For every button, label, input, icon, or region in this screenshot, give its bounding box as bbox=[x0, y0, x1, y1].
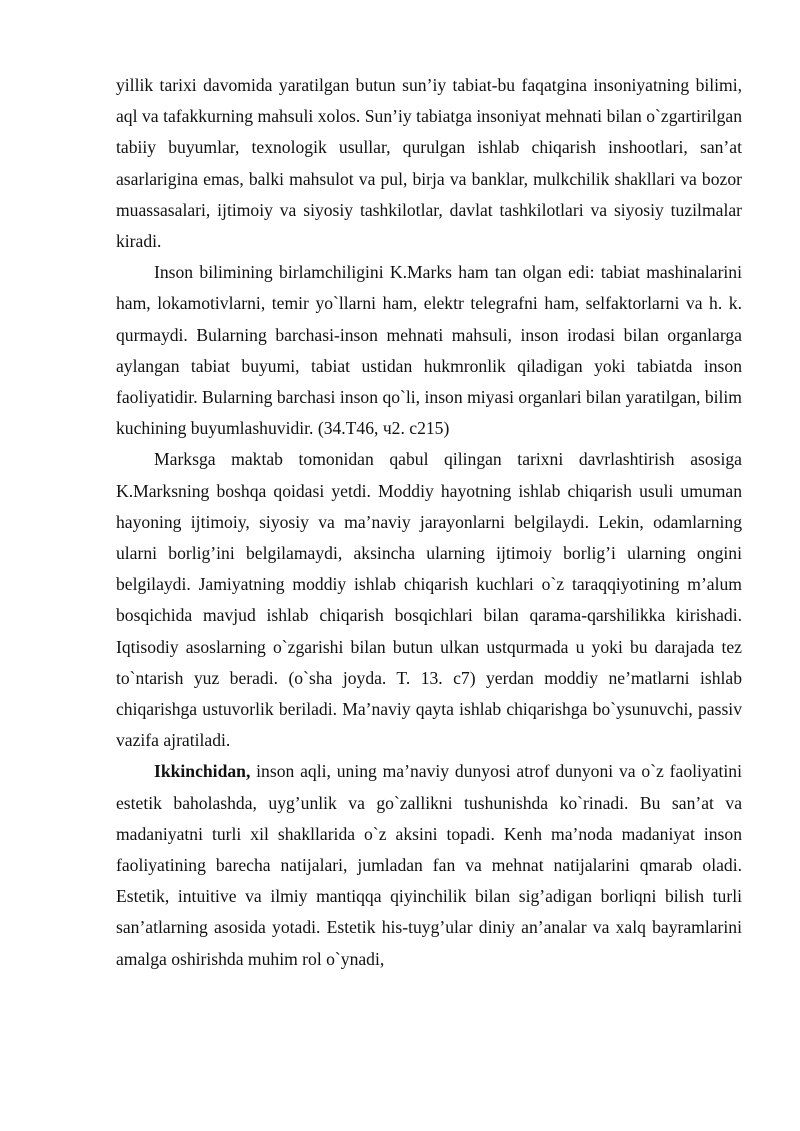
paragraph-4 bbox=[116, 756, 742, 974]
paragraph-2 bbox=[116, 257, 742, 444]
paragraph-text: Inson bilimining birlamchiligini K.Marks ham tan olgan edi: tabiat mashinalarini ham, lokamotivlarni, temir yo`llarni ham, elektr telegrafni ham, selfaktorlarni va h. k. qurmaydi. Bularning barchasi-inson mehnati mahsuli, inson irodasi bilan organlarga aylangan tabiat buyumi, tabiat ustidan hukmronlik qiladigan yoki tabiatda inson faoliyatidir. Bularning barchasi inson qo`li, inson miyasi organlari bilan yaratilgan, bilim kuchining buyumlashuvidir. (34.T46, ч2. c215) bbox=[116, 262, 742, 439]
paragraph-text: Marksga maktab tomonidan qabul qilingan tarixni davrlashtirish asosiga K.Marksning boshqa qoidasi yetdi. Moddiy hayotning ishlab chiqarish usuli umuman hayoning ijtimoiy, siyosiy va ma’naviy jarayonlarni belgilaydi. Lekin, odamlarning ularni borlig’ini belgilamaydi, aksincha ularning ijtimoiy borlig’i ularning ongini belgilaydi. Jamiyatning moddiy ishlab chiqarish kuchlari o`z taraqqiyotining m’alum bosqichida mavjud ishlab chiqarish bosqichlari bilan qarama-qarshilikka kirishadi. Iqtisodiy asoslarning o`zgarishi bilan butun ulkan ustqurmada u yoki bu darajada tez to`ntarish yuz beradi. (o`sha joyda. T. 13. c7) yerdan moddiy ne’matlarni ishlab chiqarishga ustuvorlik beriladi. Ma’naviy qayta ishlab chiqarishga bo`ysunuvchi, passiv vazifa ajratiladi. bbox=[116, 449, 742, 751]
paragraph-3 bbox=[116, 444, 742, 756]
paragraph-text: yillik tarixi davomida yaratilgan butun sun’iy tabiat-bu faqatgina insoniyatning bilimi, aql va tafakkurning mahsuli xolos. Sun’iy tabiatga insoniyat mehnati bilan o`zgartirilgan tabiiy buyumlar, texnologik usullar, qurulgan ishlab chiqarish inshootlari, san’at asarlarigina emas, balki mahsulot va pul, birja va banklar, mulkchilik shakllari va bozor muassasalari, ijtimoiy va siyosiy tashkilotlar, davlat tashkilotlari va siyosiy tuzilmalar kiradi. bbox=[116, 75, 742, 252]
document-page bbox=[116, 70, 742, 975]
paragraph-lead-bold: Ikkinchidan, bbox=[154, 761, 251, 782]
paragraph-1 bbox=[116, 70, 742, 257]
paragraph-text: inson aqli, uning ma’naviy dunyosi atrof dunyoni va o`z faoliyatini estetik baholashda, uyg’unlik va go`zallikni tushunishda ko`rinadi. Bu san’at va madaniyatni turli xil shakllarida o`z aksini topadi. Kenh ma’noda madaniyat inson faoliyatining barecha natijalari, jumladan fan va mehnat natijalarini qmarab oladi. Estetik, intuitive va ilmiy mantiqqa qiyinchilik bilan sig’adigan borliqni bilish turli san’atlarning asosida yotadi. Estetik his-tuyg’ular diniy an’analar va xalq bayramlarini amalga oshirishda muhim rol o`ynadi, bbox=[116, 761, 742, 969]
